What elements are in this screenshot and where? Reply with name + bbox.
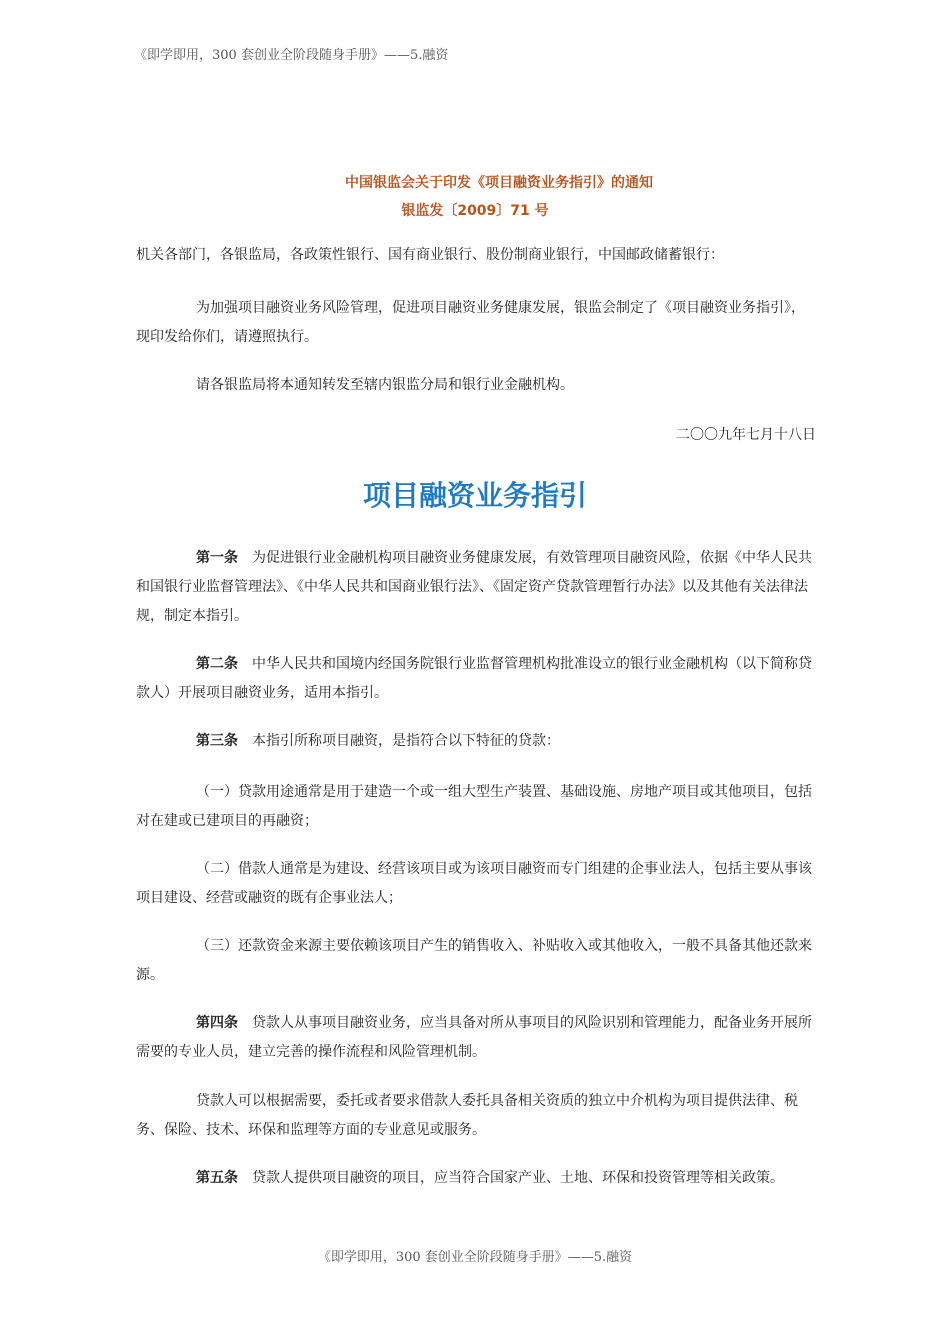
article-4	[136, 1009, 816, 1067]
article-3-label: 第三条	[196, 733, 238, 749]
notice-number: 银监发〔2009〕71 号	[401, 203, 549, 219]
article-5-text: 贷款人提供项目融资的项目，应当符合国家产业、土地、环保和投资管理等相关政策。	[252, 1170, 784, 1186]
notice-salutation: 机关各部门，各银监局，各政策性银行、国有商业银行、股份制商业银行，中国邮政储蓄银行：	[136, 247, 724, 263]
article-4-paragraph-2: 贷款人可以根据需要，委托或者要求借款人委托具备相关资质的独立中介机构为项目提供法律、税务、保险、技术、环保和监理等方面的专业意见或服务。	[136, 1093, 798, 1138]
article-3	[136, 727, 816, 756]
article-1-label: 第一条	[196, 550, 238, 566]
article-3-item-3: （三）还款资金来源主要依赖该项目产生的销售收入、补贴收入或其他收入，一般不具备其他还款来源。	[136, 938, 812, 983]
article-4-text: 贷款人从事项目融资业务，应当具备对所从事项目的风险识别和管理能力，配备业务开展所需要的专业人员，建立完善的操作流程和风险管理机制。	[136, 1015, 812, 1060]
article-1-text: 为促进银行业金融机构项目融资业务健康发展，有效管理项目融资风险，依据《中华人民共和国银行业监督管理法》、《中华人民共和国商业银行法》、《固定资产贷款管理暂行办法》以及其他有关法律法规，制定本指引。	[136, 550, 812, 624]
notice-paragraph-1: 为加强项目融资业务风险管理，促进项目融资业务健康发展，银监会制定了《项目融资业务指引》，现印发给你们，请遵照执行。	[136, 300, 805, 345]
notice-date: 二〇〇九年七月十八日	[676, 427, 816, 443]
article-3-text: 本指引所称项目融资，是指符合以下特征的贷款：	[252, 733, 560, 749]
article-5-label: 第五条	[196, 1170, 238, 1186]
notice-title: 中国银监会关于印发《项目融资业务指引》的通知	[345, 175, 653, 191]
page-footer: 《即学即用，300 套创业全阶段随身手册》——5.融资	[317, 1250, 633, 1265]
article-2-text: 中华人民共和国境内经国务院银行业监督管理机构批准设立的银行业金融机构（以下简称贷款人）开展项目融资业务，适用本指引。	[136, 656, 812, 701]
article-1	[136, 544, 816, 631]
notice-paragraph-2: 请各银监局将本通知转发至辖内银监分局和银行业金融机构。	[196, 377, 574, 393]
page-header: 《即学即用，300 套创业全阶段随身手册》——5.融资	[134, 48, 449, 63]
article-2	[136, 650, 816, 708]
article-5	[136, 1164, 816, 1193]
article-2-label: 第二条	[196, 656, 238, 672]
article-4-label: 第四条	[196, 1015, 238, 1031]
article-3-item-2: （二）借款人通常是为建设、经营该项目或为该项目融资而专门组建的企事业法人，包括主要从事该项目建设、经营或融资的既有企事业法人；	[136, 861, 812, 906]
article-3-item-1: （一）贷款用途通常是用于建造一个或一组大型生产装置、基础设施、房地产项目或其他项目，包括对在建或已建项目的再融资；	[136, 784, 812, 829]
guideline-title: 项目融资业务指引	[362, 479, 587, 512]
